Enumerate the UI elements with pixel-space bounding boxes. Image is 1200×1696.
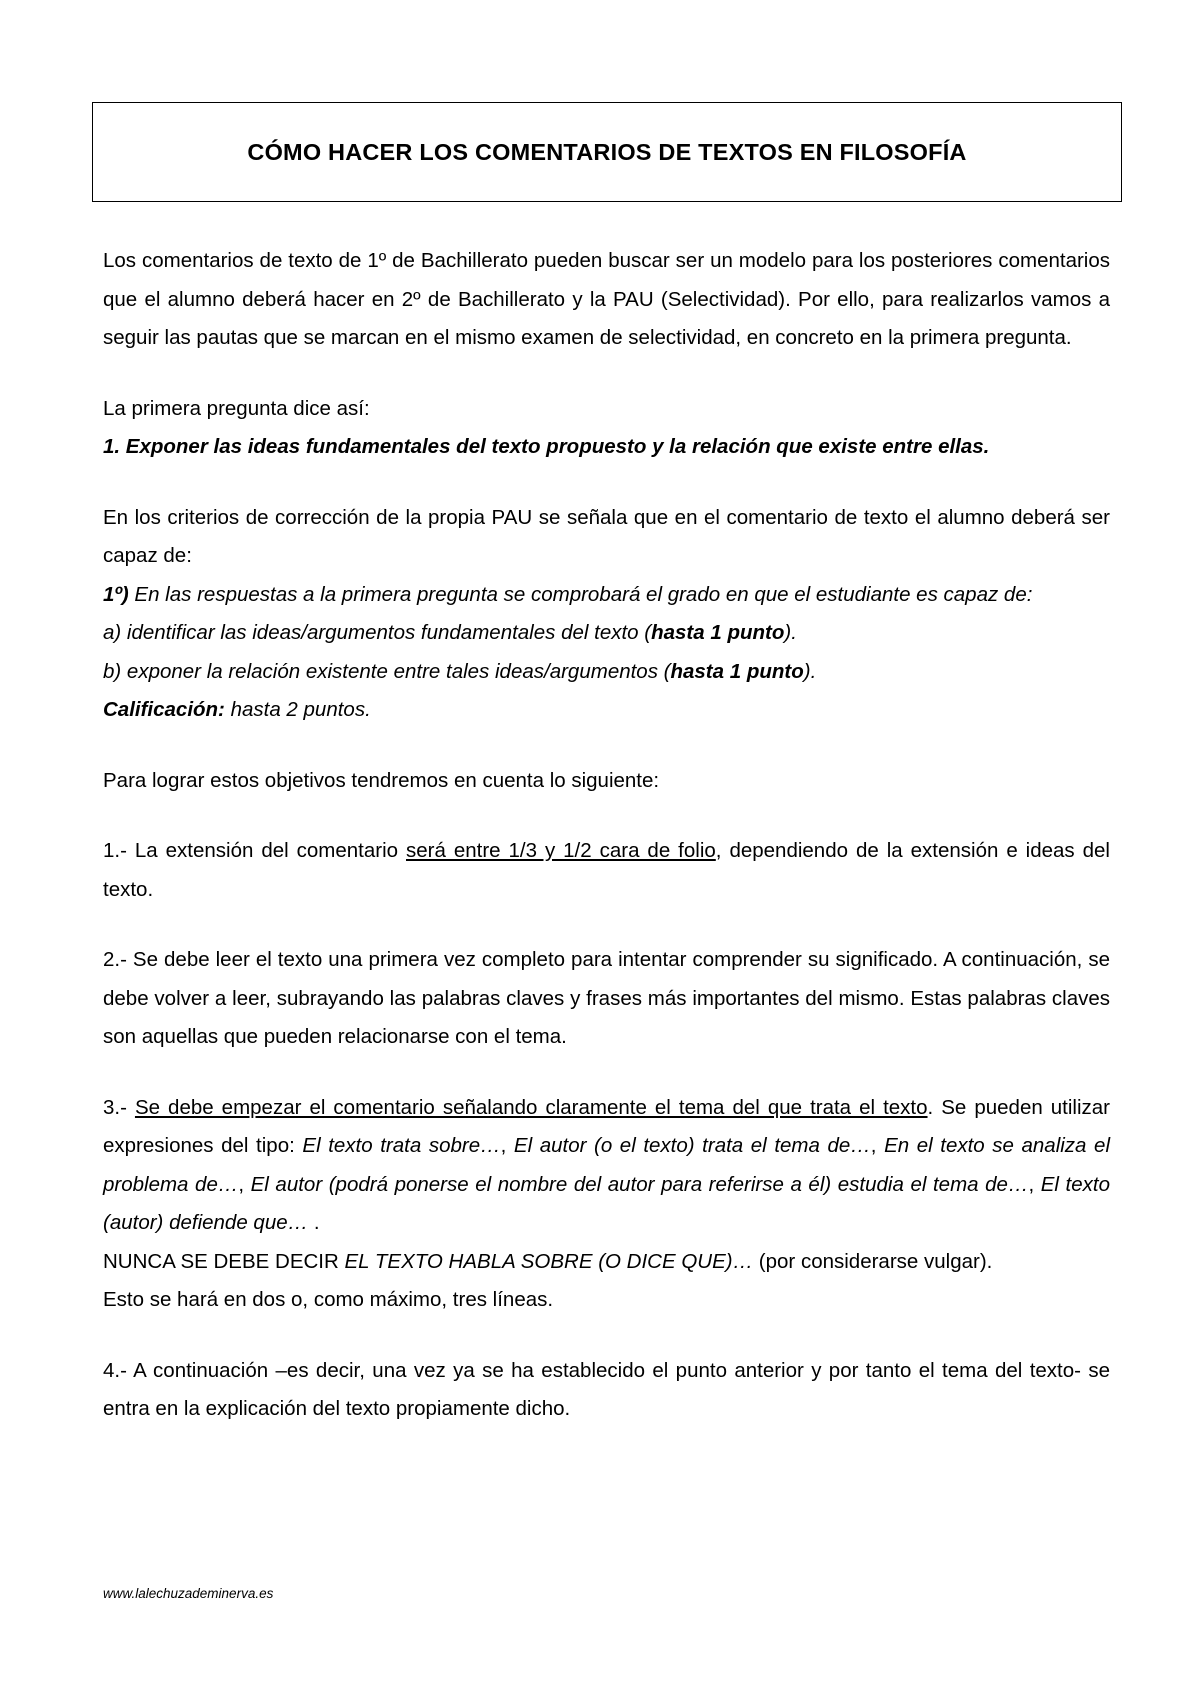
example-5: El texto (autor) defiende que… <box>103 1172 1110 1234</box>
criteria-lead-number: 1º) <box>103 582 129 606</box>
point-3-never: NUNCA SE DEBE DECIR EL TEXTO HABLA SOBRE (O DICE QUE)… (por considerarse vulgar). <box>103 1249 993 1273</box>
criteria-a-points: hasta 1 punto <box>651 621 785 644</box>
point-1: 1.- La extensión del comentario será entre 1/3 y 1/2 cara de folio, dependiendo de la extensión e ideas del texto. <box>103 839 1110 901</box>
document-body <box>103 242 1110 1429</box>
criteria-lead-text: En las respuestas a la primera pregunta se comprobará el grado en que el estudiante es capaz de: <box>128 582 1033 606</box>
criteria-item-b: b) exponer la relación existente entre tales ideas/argumentos (hasta 1 punto). <box>103 659 817 683</box>
example-3: En el texto se analiza el problema de… <box>103 1134 1110 1196</box>
point-3-lines: Esto se hará en dos o, como máximo, tres líneas. <box>103 1288 554 1311</box>
point-3: 3.- Se debe empezar el comentario señalando claramente el tema del que trata el texto. Se pueden utilizar expresiones del tipo: El texto trata sobre…, El autor (o el texto) trata el tema de…, En el texto se analiza el problema de…, El autor (podrá ponerse el nombre del autor para referirse a él) estudia el tema de…, El texto (autor) defiende que… . <box>103 1095 1111 1234</box>
example-2: El autor (o el texto) trata el tema de… <box>513 1134 871 1157</box>
criteria-intro: En los criterios de corrección de la propia PAU se señala que en el comentario de texto el alumno deberá ser capaz de: <box>103 505 1110 567</box>
point-2: 2.- Se debe leer el texto una primera vez completo para intentar comprender su significado. A continuación, se debe volver a leer, subrayando las palabras claves y frases más importantes del mismo. Estas palabras claves son aquellas que pueden relacionarse con el tema. <box>103 948 1110 1048</box>
criteria-b-points: hasta 1 punto <box>670 659 804 683</box>
criteria-item-a: a) identificar las ideas/argumentos fundamentales del texto (hasta 1 punto). <box>103 621 797 644</box>
footer-url: www.lalechuzademinerva.es <box>103 1586 274 1601</box>
grade-label: Calificación: <box>103 698 225 721</box>
point-3-underlined: Se debe empezar el comentario señalando claramente el tema del que trata el texto <box>134 1095 928 1119</box>
exam-question: 1. Exponer las ideas fundamentales del texto propuesto y la relación que existe entre ellas. <box>103 435 990 458</box>
point-1-underlined: será entre 1/3 y 1/2 cara de folio <box>406 839 716 862</box>
criteria-grade: Calificación: hasta 2 puntos. <box>103 698 371 721</box>
criteria-lead <box>103 576 1110 615</box>
example-1: El texto trata sobre… <box>302 1134 501 1157</box>
document-title: CÓMO HACER LOS COMENTARIOS DE TEXTOS EN FILOSOFÍA <box>247 138 967 165</box>
objectives-intro: Para lograr estos objetivos tendremos en cuenta lo siguiente: <box>103 768 660 792</box>
intro-paragraph: Los comentarios de texto de 1º de Bachillerato pueden buscar ser un modelo para los posteriores comentarios que el alumno deberá hacer en 2º de Bachillerato y la PAU (Selectividad). Por ello, para realizarlos vamos a seguir las pautas que se marcan en el mismo examen de selectividad, en concreto en la primera pregunta. <box>103 249 1110 349</box>
title-box <box>92 102 1122 202</box>
example-4: El autor (podrá ponerse el nombre del autor para referirse a él) estudia el tema de… <box>250 1172 1029 1196</box>
never-phrase: EL TEXTO HABLA SOBRE (O DICE QUE)… <box>344 1249 754 1273</box>
point-4: 4.- A continuación –es decir, una vez ya se ha establecido el punto anterior y por tanto el tema del texto- se entra en la explicación del texto propiamente dicho. <box>103 1358 1110 1420</box>
question-intro: La primera pregunta dice así: <box>103 396 370 420</box>
